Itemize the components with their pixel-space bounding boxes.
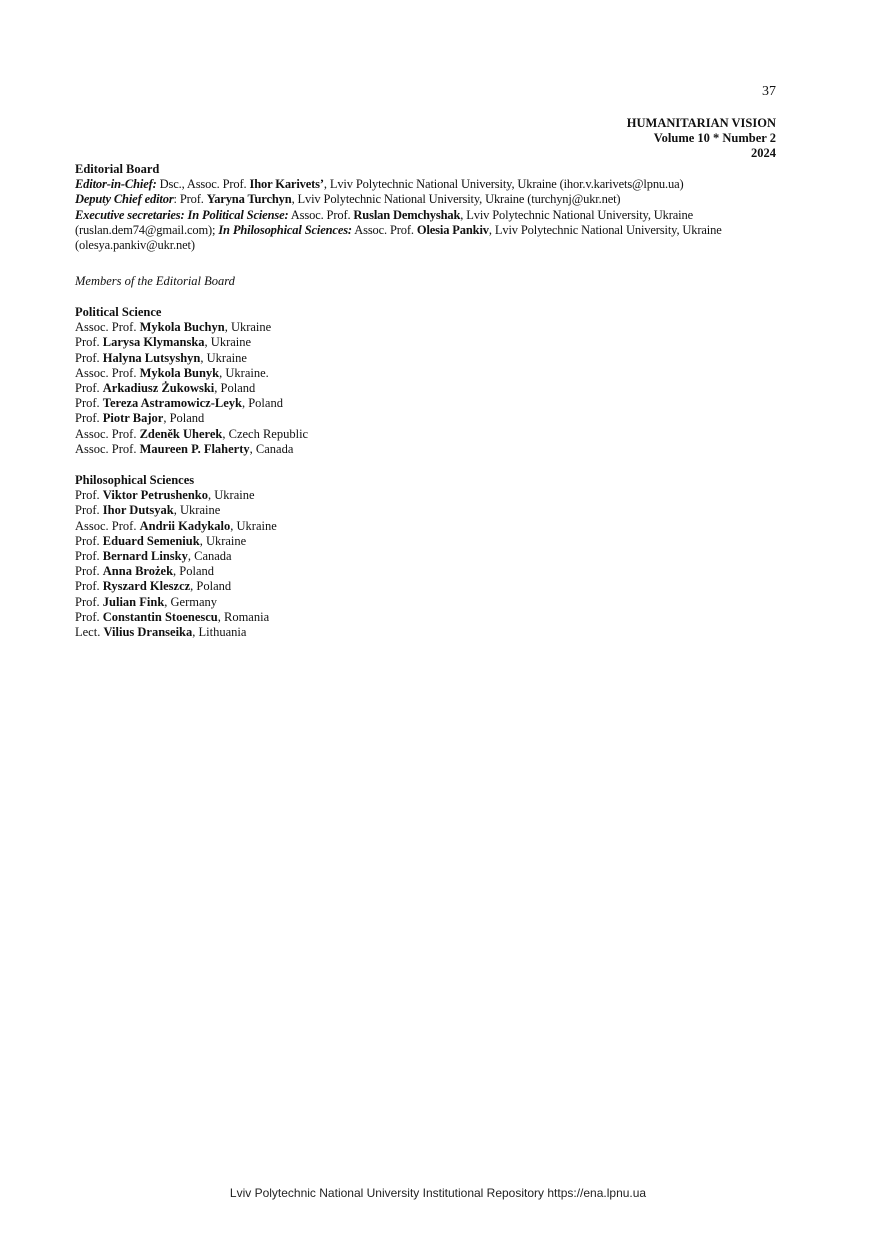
list-item: Prof. Arkadiusz Żukowski, Poland [75, 381, 256, 396]
deputy-editor-affiliation: , Lviv Polytechnic National University, Ukraine (turchynj@ukr.net) [291, 192, 621, 207]
editor-in-chief-name: Ihor Karivets’ [249, 177, 324, 192]
list-item: Assoc. Prof. Mykola Buchyn, Ukraine [75, 320, 272, 335]
journal-title: HUMANITARIAN VISION [626, 116, 776, 130]
political-science-heading: Political Science [75, 305, 162, 319]
journal-volume: Volume 10 * Number 2 [653, 131, 776, 145]
deputy-editor-role: Deputy Chief editor [75, 192, 174, 207]
secretary-name-2: Olesia Pankiv [416, 222, 489, 237]
editor-in-chief-line [75, 177, 775, 192]
list-item: Prof. Ihor Dutsyak, Ukraine [75, 503, 221, 518]
editorial-board-heading: Editorial Board [75, 162, 160, 176]
list-item: Assoc. Prof. Maureen P. Flaherty, Canada [75, 441, 294, 456]
list-item: Prof. Ryszard Kleszcz, Poland [75, 579, 232, 594]
journal-year: 2024 [751, 146, 776, 160]
secretary-prefix-2: Assoc. Prof. [351, 222, 417, 237]
list-item: Prof. Julian Fink, Germany [75, 594, 218, 609]
secretary-affiliation-2: , Lviv Polytechnic National University, Ukraine (olesya.pankiv@ukr.net) [75, 222, 722, 253]
list-item: Prof. Piotr Bajor, Poland [75, 411, 205, 426]
list-item: Prof. Anna Brożek, Poland [75, 564, 215, 579]
editor-in-chief-affiliation: , Lviv Polytechnic National University, Ukraine (ihor.v.karivets@lpnu.ua) [323, 177, 684, 192]
editorial-board [75, 162, 775, 253]
list-item: Assoc. Prof. Mykola Bunyk, Ukraine. [75, 365, 269, 380]
executive-secretaries-line [75, 208, 775, 254]
list-item: Prof. Larysa Klymanska, Ukraine [75, 335, 252, 350]
list-item: Prof. Eduard Semeniuk, Ukraine [75, 533, 247, 548]
secretary-name: Ruslan Demchyshak [353, 207, 461, 222]
secretaries-role-2: In Philosophical Sciences: [218, 222, 352, 237]
list-item: Prof. Constantin Stoenescu, Romania [75, 609, 270, 624]
list-item: Prof. Bernard Linsky, Canada [75, 549, 232, 564]
deputy-editor-line [75, 192, 775, 207]
editor-in-chief-role: Editor-in-Chief: [75, 177, 157, 192]
journal-header [627, 116, 776, 161]
page-number: 37 [762, 84, 776, 99]
list-item: Prof. Viktor Petrushenko, Ukraine [75, 488, 255, 503]
philosophical-sciences-heading: Philosophical Sciences [75, 473, 195, 487]
deputy-editor-prefix: : Prof. [173, 192, 207, 207]
list-item: Lect. Vilius Dranseika, Lithuania [75, 625, 247, 640]
secretary-affiliation: , Lviv Polytechnic National University, Ukraine (ruslan.dem74@gmail.com); [75, 207, 693, 237]
list-item: Prof. Halyna Lutsyshyn, Ukraine [75, 350, 247, 365]
list-item: Assoc. Prof. Andrii Kadykalo, Ukraine [75, 518, 277, 533]
editor-in-chief-prefix: Dsc., Assoc. Prof. [156, 177, 250, 192]
deputy-editor-name: Yaryna Turchyn [206, 192, 292, 207]
secretaries-role: Executive secretaries: In Political Sciense: [75, 207, 289, 222]
members-caption: Members of the Editorial Board [75, 274, 235, 288]
philosophical-sciences-section [75, 473, 277, 640]
list-item: Assoc. Prof. Zdeněk Uherek, Czech Republic [75, 426, 309, 441]
repository-footer: Lviv Polytechnic National University Institutional Repository https://ena.lpnu.ua [229, 1186, 647, 1200]
list-item: Prof. Tereza Astramowicz-Leyk, Poland [75, 396, 283, 411]
secretary-prefix: Assoc. Prof. [288, 207, 354, 222]
political-science-section [75, 305, 308, 457]
